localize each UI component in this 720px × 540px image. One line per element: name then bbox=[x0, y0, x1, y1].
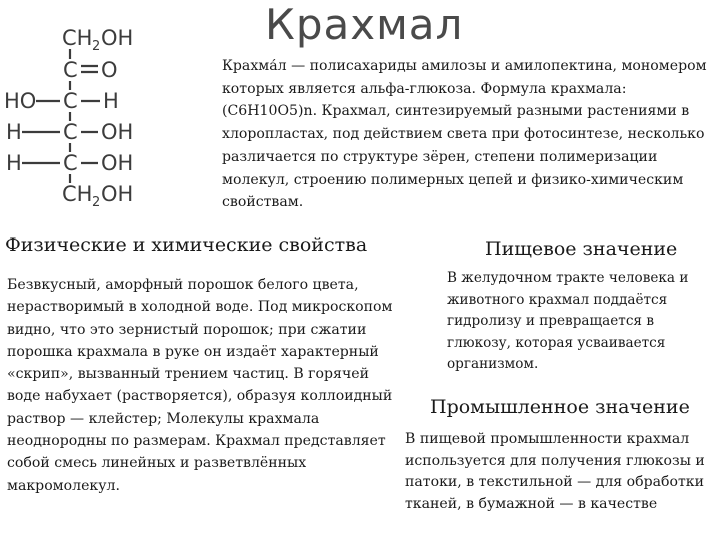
formula-ho-left: HO bbox=[4, 89, 37, 113]
formula-top-sub: 2 bbox=[92, 39, 101, 54]
formula-carbon-2: C bbox=[63, 89, 78, 113]
formula-carbon-1: C bbox=[63, 58, 78, 82]
properties-heading: Физические и химические свойства bbox=[5, 234, 368, 256]
formula-bottom-sub: 2 bbox=[92, 195, 101, 210]
intro-paragraph: Крахма́л — полисахариды амилозы и амилопектина, мономером которых является альфа-глюкоза. Формула крахмала:(C6H10O5)n. Крахмал, синтезируемый разными растениями в хлоропластах, под действием света при фотосинтезе, несколько различается по структуре зёрен, степени полимеризации молекул, строению полимерных цепей и физико-химическим свойствам. bbox=[222, 58, 707, 211]
formula-oh-right-1: OH bbox=[101, 120, 134, 144]
formula-bottom-ch: CH bbox=[62, 182, 93, 206]
formula-h-left-1: H bbox=[6, 120, 22, 144]
formula-top-ch: CH bbox=[62, 26, 93, 50]
formula-oh-right-2: OH bbox=[101, 151, 134, 175]
formula-carbon-3: C bbox=[63, 120, 78, 144]
nutrition-heading: Пищевое значение bbox=[485, 238, 678, 260]
formula-h-right-1: H bbox=[103, 89, 119, 113]
formula-diagram bbox=[0, 25, 210, 215]
formula-carbon-4: C bbox=[63, 151, 78, 175]
slide-title: Крахмал bbox=[265, 0, 464, 49]
industry-heading: Промышленное значение bbox=[430, 396, 690, 418]
formula-h-left-2: H bbox=[6, 151, 22, 175]
formula-bottom-oh: OH bbox=[101, 182, 134, 206]
formula-oxygen: O bbox=[101, 58, 118, 82]
nutrition-paragraph: В желудочном тракте человека и животного крахмал поддаётся гидролизу и превращается в глюкозу, которая усваивается организмом. bbox=[447, 270, 689, 372]
industry-paragraph: В пищевой промышленности крахмал используется для получения глюкозы и патоки, в текстильной — для обработки тканей, в бумажной — в качестве bbox=[405, 431, 705, 512]
properties-paragraph: Безвкусный, аморфный порошок белого цвета, нерастворимый в холодной воде. Под микроскопом видно, что это зернистый порошок; при сжатии порошка крахмала в руке он издаёт характерный «скрип», вызванный трением частиц. В горячей воде набухает (растворяется), образуя коллоидный раствор — клейстер; Молекулы крахмала неоднородны по размерам. Крахмал представляет собой смесь линейных и разветвлённых макромолекул. bbox=[7, 277, 393, 494]
formula-top-oh: OH bbox=[101, 26, 134, 50]
glucose-structural-formula bbox=[0, 25, 210, 215]
